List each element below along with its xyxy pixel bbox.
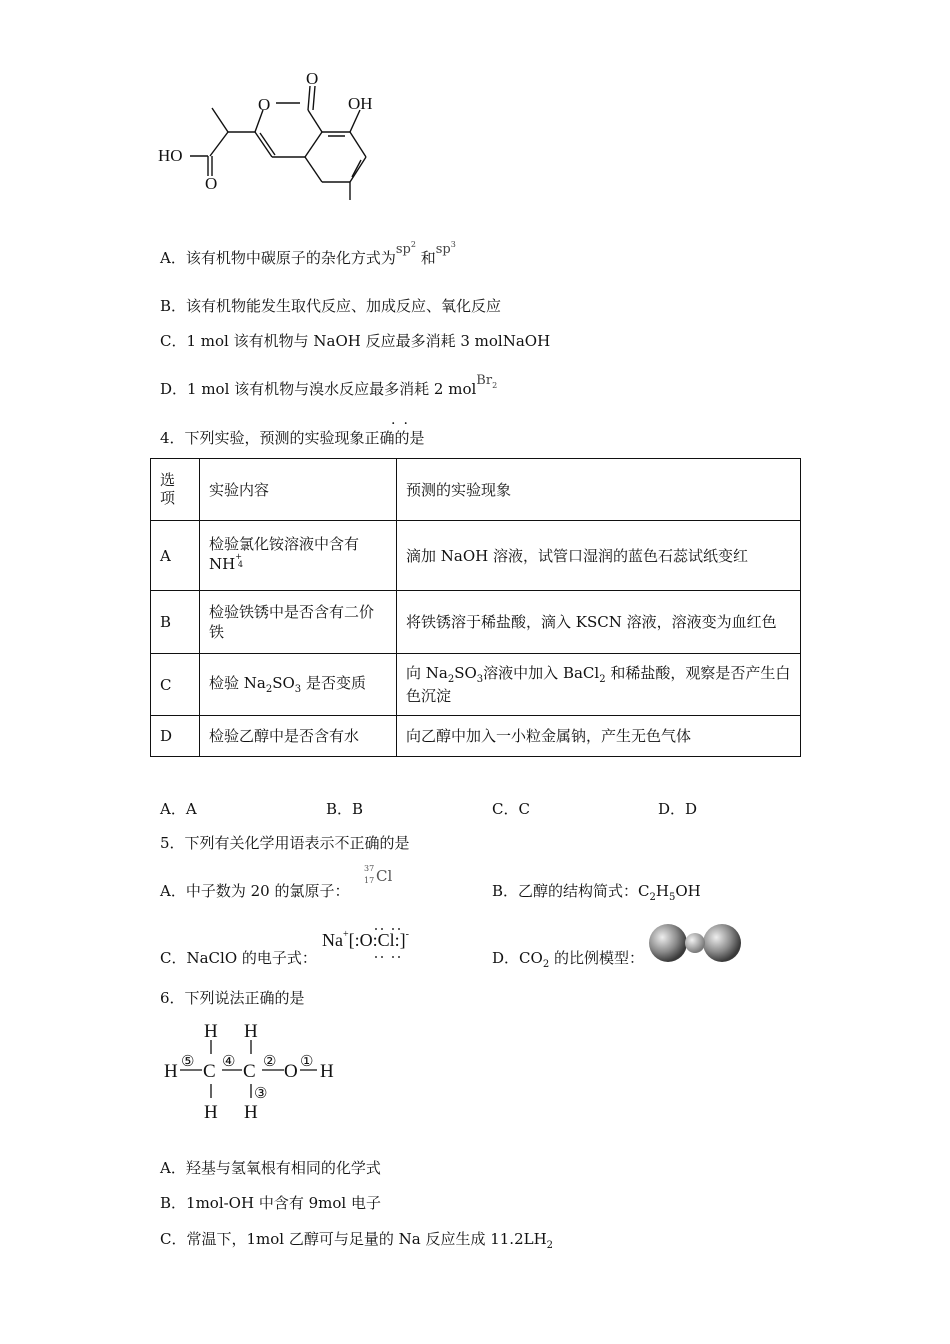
svg-text:H: H: [244, 1102, 258, 1123]
svg-text:C: C: [243, 1061, 256, 1082]
header-phenomenon: 预测的实验现象: [397, 459, 801, 521]
carbonyl-oxygen: O: [306, 69, 319, 88]
svg-text:①: ①: [300, 1054, 314, 1070]
phenol-oh: OH: [348, 94, 373, 113]
q4-option-b: B．B: [326, 800, 364, 818]
acid-ho: HO: [158, 146, 183, 165]
q3-option-c: C．1 mol 该有机物与 NaOH 反应最多消耗 3 molNaOH: [160, 332, 551, 350]
svg-text:②: ②: [263, 1054, 277, 1070]
q3-option-d: D．1 mol 该有机物与溴水反应最多消耗 2 molBr$^2$: [160, 373, 498, 398]
oxygen-sphere-right: [703, 924, 741, 962]
q4-option-a: A．A: [160, 800, 197, 818]
q5-option-b: B．乙醇的结构简式：$C_2H_5OH$: [492, 882, 701, 903]
q4-option-c: C．C: [492, 800, 530, 818]
svg-text:H: H: [204, 1102, 218, 1123]
ethanol-structure: [160, 1018, 350, 1128]
q5-option-d: D．$CO_2$ 的比例模型：: [492, 949, 644, 970]
table-header-row: [151, 459, 801, 521]
emphasis-dots: ..: [391, 412, 416, 428]
table-row: D 检验乙醇中是否含有水 向乙醇中加入一小粒金属钠，产生无色气体: [151, 716, 801, 757]
svg-text:C: C: [203, 1061, 216, 1082]
carbon-sphere: [685, 933, 705, 953]
table-row: C 检验 $Na_2SO_3$ 是否变质 向 $Na_2SO_3$溶液中加入 BaCl$_2$ 和稀盐酸，观察是否产生白色沉淀: [151, 654, 801, 716]
q4-option-d: D．D: [658, 800, 698, 818]
oxygen-sphere-left: [649, 924, 687, 962]
q5-option-a: A．中子数为 20 的氯原子：: [160, 882, 350, 900]
q5-option-c: C．NaClO 的电子式：: [160, 949, 317, 967]
experiment-table: [150, 458, 801, 757]
header-content: 实验内容: [200, 459, 397, 521]
svg-text:④: ④: [222, 1054, 236, 1070]
svg-text:H: H: [320, 1061, 334, 1082]
svg-text:⑤: ⑤: [181, 1054, 195, 1070]
q6-stem: 6．下列说法正确的是: [160, 989, 305, 1007]
q6-option-b: B．1mol-OH 中含有 9mol 电子: [160, 1194, 381, 1212]
q6-option-a: A．羟基与氢氧根有相同的化学式: [160, 1159, 381, 1177]
q6-option-c: C．常温下，1mol 乙醇可与足量的 Na 反应生成 $11.2LH_2$: [160, 1230, 554, 1251]
q4-stem: 4．下列实验，预测的实验现象正确的是: [160, 429, 425, 447]
q3-option-a: A．该有机物中碳原子的杂化方式为$sp^2$ 和$sp^3$: [160, 240, 456, 267]
q3-option-b: B．该有机物能发生取代反应、加成反应、氧化反应: [160, 297, 502, 315]
acid-oxygen: O: [205, 174, 218, 193]
svg-text:H: H: [204, 1021, 218, 1042]
naclo-electron-formula: Na+[:O:Cl:]-: [322, 929, 409, 950]
svg-text:H: H: [164, 1061, 178, 1082]
svg-text:O: O: [284, 1061, 298, 1082]
ring-oxygen: O: [258, 95, 271, 114]
table-row: B 检验铁锈中是否含有二价铁 将铁锈溶于稀盐酸，滴入 KSCN 溶液，溶液变为血红色: [151, 591, 801, 654]
svg-text:H: H: [244, 1021, 258, 1042]
table-row: A 检验氯化铵溶液中含有 NH+4 滴加 NaOH 溶液，试管口湿润的蓝色石蕊试纸变红: [151, 521, 801, 591]
electron-dots: [360, 926, 430, 962]
q5-stem: 5．下列有关化学用语表示不正确的是: [160, 834, 410, 852]
header-option: 选项: [151, 459, 200, 521]
svg-text:③: ③: [254, 1086, 268, 1102]
co2-space-filling-model: [648, 922, 744, 964]
molecule-structure: [150, 60, 390, 210]
